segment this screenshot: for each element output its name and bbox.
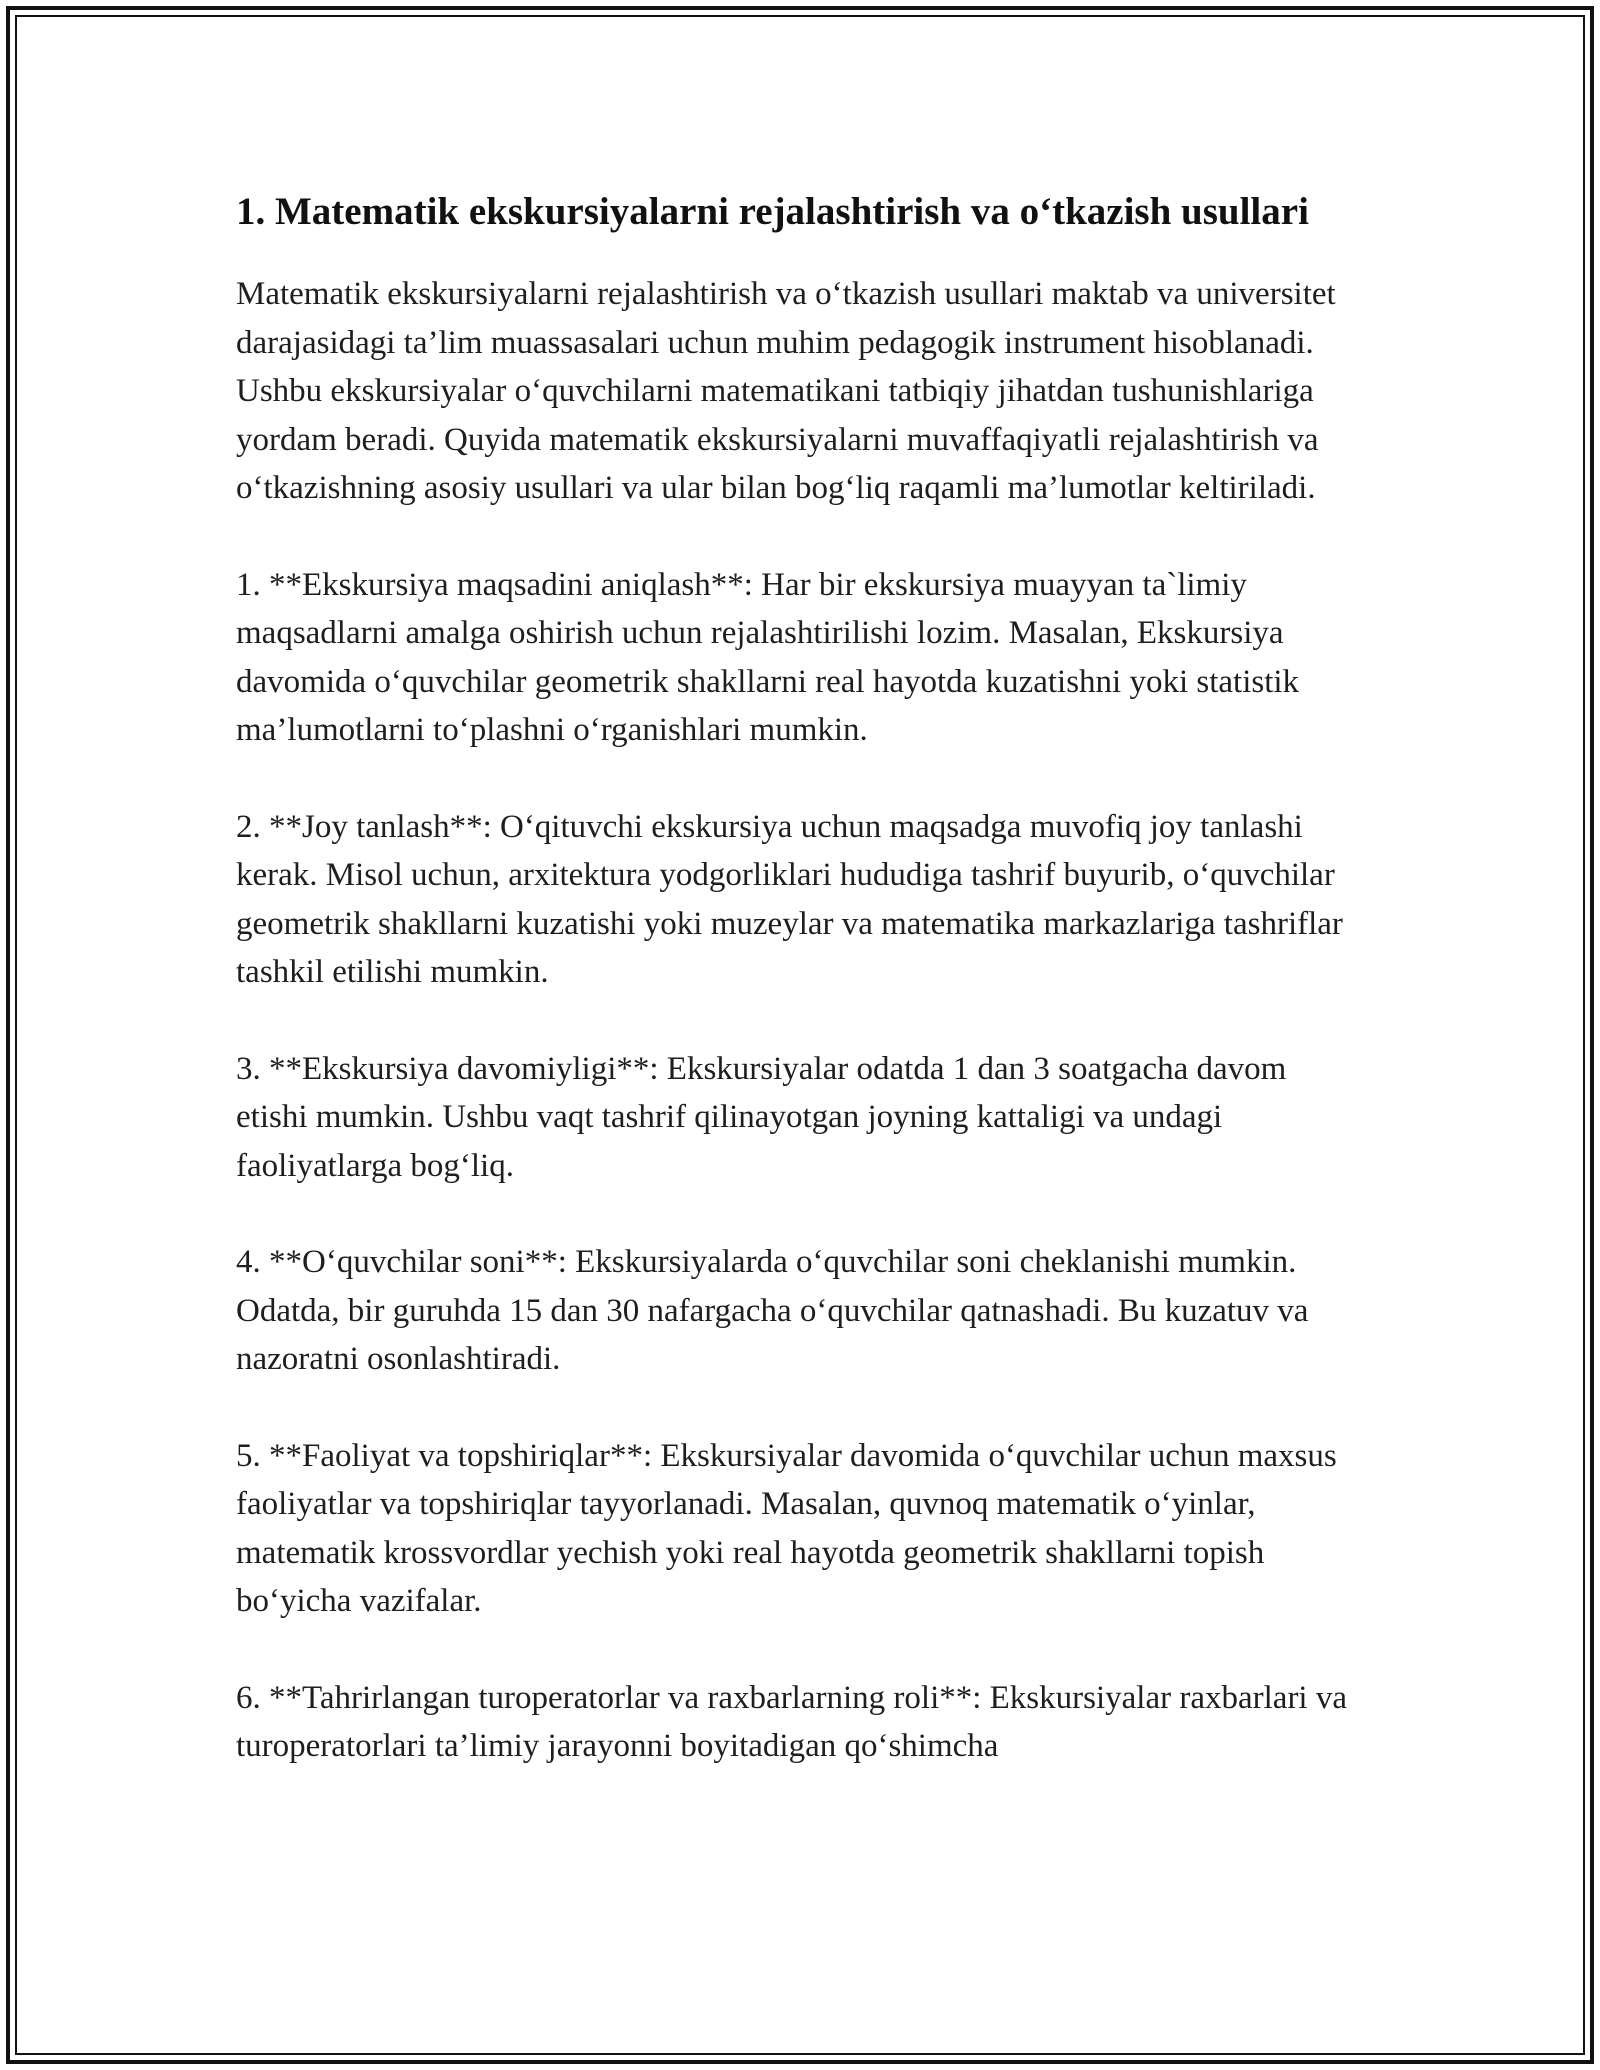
section-title: 1. Matematik ekskursiyalarni rejalashtirish va o‘tkazish usullari [236, 190, 1309, 233]
list-item-1: 1. **Ekskursiya maqsadini aniqlash**: Har bir ekskursiya muayyan ta`limiy maqsadlarni amalga oshirish uchun rejalashtirilishi lozim. Masalan, Ekskursiya davomida o‘quvchilar geometrik shakllarni real hayotda kuzatishni yoki statistik ma’lumotlarni to‘plashni o‘rganishlari mumkin. [236, 566, 1300, 748]
list-item-4: 4. **O‘quvchilar soni**: Ekskursiyalarda o‘quvchilar soni cheklanishi mumkin. Odatda, bir guruhda 15 dan 30 nafargacha o‘quvchilar qatnashadi. Bu kuzatuv va nazoratni osonlashtiradi. [236, 1244, 1309, 1377]
list-item-6: 6. **Tahrirlangan turoperatorlar va raxbarlarning roli**: Ekskursiyalar raxbarlari va turoperatorlari ta’limiy jarayonni boyitadigan qo‘shimcha [236, 1679, 1347, 1764]
document-body [236, 184, 1366, 1819]
intro-paragraph: Matematik ekskursiyalarni rejalashtirish va o‘tkazish usullari maktab va universitet darajasidagi ta’lim muassasalari uchun muhim pedagogik instrument hisoblanadi. Ushbu ekskursiyalar o‘quvchilarni matematikani tatbiqiy jihatdan tushunishlariga yordam beradi. Quyida matematik ekskursiyalarni muvaffaqiyatli rejalashtirish va o‘tkazishning asosiy usullari va ular bilan bog‘liq raqamli ma’lumotlar keltiriladi. [236, 276, 1336, 506]
list-item-2: 2. **Joy tanlash**: O‘qituvchi ekskursiya uchun maqsadga muvofiq joy tanlashi kerak. Misol uchun, arxitektura yodgorliklari hududiga tashrif buyurib, o‘quvchilar geometrik shakllarni kuzatishi yoki muzeylar va matematika markazlariga tashriflar tashkil etilishi mumkin. [236, 808, 1343, 990]
list-item-5: 5. **Faoliyat va topshiriqlar**: Ekskursiyalar davomida o‘quvchilar uchun maxsus faoliyatlar va topshiriqlar tayyorlanadi. Masalan, quvnoq matematik o‘yinlar, matematik krossvordlar yechish yoki real hayotda geometrik shakllarni topish bo‘yicha vazifalar. [236, 1437, 1337, 1619]
list-item-3: 3. **Ekskursiya davomiyligi**: Ekskursiyalar odatda 1 dan 3 soatgacha davom etishi mumkin. Ushbu vaqt tashrif qilinayotgan joyning kattaligi va undagi faoliyatlarga bog‘liq. [236, 1050, 1287, 1184]
